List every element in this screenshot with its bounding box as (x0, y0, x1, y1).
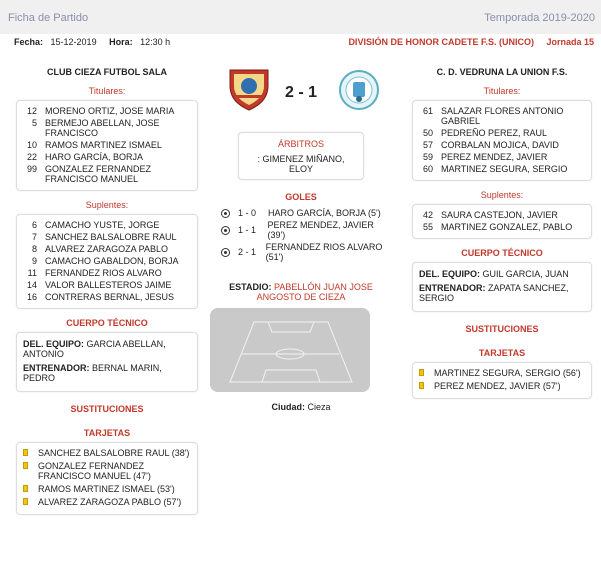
delegado-name: GARCIA ABELLAN, ANTONIO (23, 339, 166, 359)
entrenador-label: ENTRENADOR: (419, 283, 486, 293)
away-entrenador (419, 283, 585, 303)
match-sheet (0, 54, 601, 580)
entrenador-label: ENTRENADOR: (23, 363, 90, 373)
player-row[interactable] (23, 268, 191, 278)
card-row (23, 448, 191, 458)
card-player: GONZALEZ FERNANDEZ FRANCISCO MANUEL (47') (38, 461, 151, 481)
player-row[interactable] (419, 164, 585, 174)
referees-heading: ÁRBITROS (277, 139, 324, 149)
player-name: ALVAREZ ZARAGOZA PABLO (45, 244, 169, 254)
card-player: PEREZ MENDEZ, JAVIER (57') (434, 381, 561, 391)
goals-heading: GOLES (285, 192, 317, 202)
home-suplentes-heading: Suplentes: (85, 200, 129, 210)
away-suplentes-list (412, 204, 592, 239)
goal-scorer: HARO GARCÍA, BORJA (5') (268, 208, 381, 218)
yellow-card-icon (23, 449, 28, 456)
player-name: SAURA CASTEJON, JAVIER (441, 210, 558, 220)
player-row[interactable] (419, 210, 585, 220)
player-name: MARTINEZ GONZALEZ, PABLO (441, 222, 573, 232)
player-number: 10 (26, 140, 37, 150)
stadium-name[interactable]: PABELLÓN JUAN JOSE ANGOSTO DE CIEZA (256, 282, 373, 302)
page-title: Ficha de Partido (8, 12, 89, 24)
away-delegado (419, 269, 585, 279)
player-number: 57 (422, 140, 433, 150)
away-titulares-heading: Titulares: (483, 86, 521, 96)
entrenador-name: ZAPATA SANCHEZ, SERGIO (419, 283, 569, 303)
away-sustituciones-heading: SUSTITUCIONES (465, 324, 539, 334)
player-name: PEREZ MENDEZ, JAVIER (441, 152, 548, 162)
away-tarjetas-heading: TARJETAS (478, 348, 526, 358)
referee-name: : GIMENEZ MIÑANO, ELOY (257, 154, 345, 174)
player-number: 99 (26, 164, 37, 174)
time-label: Hora: (109, 37, 133, 47)
player-number: 42 (422, 210, 433, 220)
player-number: 61 (422, 106, 433, 116)
away-suplentes-heading: Suplentes: (480, 190, 524, 200)
player-number: 22 (26, 152, 37, 162)
ball-icon (221, 248, 230, 257)
goal-score: 1 - 1 (238, 225, 257, 235)
yellow-card-icon (419, 382, 424, 389)
player-name: VALOR BALLESTEROS JAIME (45, 280, 172, 290)
player-name: CAMACHO YUSTE, JORGE (45, 220, 160, 230)
city-name: Cieza (307, 402, 331, 412)
player-row[interactable] (23, 280, 191, 290)
player-number: 12 (26, 106, 37, 116)
goal-row (221, 220, 392, 240)
player-name: SANCHEZ BALSALOBRE RAUL (45, 232, 177, 242)
away-team-name[interactable]: C. D. VEDRUNA LA UNION F.S. (436, 67, 568, 77)
player-name: FERNANDEZ RIOS ALVARO (45, 268, 162, 278)
home-entrenador (23, 363, 191, 383)
player-name: CORBALAN MOJICA, DAVID (441, 140, 559, 150)
player-row[interactable] (419, 152, 585, 162)
ball-icon (221, 226, 230, 235)
yellow-card-icon (23, 462, 28, 469)
card-row (23, 461, 191, 481)
goals-list (210, 208, 392, 262)
player-row[interactable] (23, 256, 191, 266)
player-number: 59 (422, 152, 433, 162)
match-center-column (210, 54, 392, 412)
delegado-name: GUIL GARCIA, JUAN (482, 269, 569, 279)
player-number: 11 (27, 268, 37, 278)
city-info (210, 402, 392, 412)
player-row[interactable] (419, 222, 585, 232)
home-tarjetas-heading: TARJETAS (83, 428, 131, 438)
stadium-label: ESTADIO: (229, 282, 272, 292)
entrenador-name: BERNAL MARIN, PEDRO (23, 363, 162, 383)
player-name: CONTRERAS BERNAL, JESUS (45, 292, 175, 302)
player-row[interactable] (23, 292, 191, 302)
home-staff-box (16, 332, 198, 392)
yellow-card-icon (23, 498, 28, 505)
player-row[interactable] (23, 232, 191, 242)
date-time (14, 37, 170, 47)
player-number: 9 (31, 256, 37, 266)
delegado-label: DEL. EQUIPO: (419, 269, 481, 279)
player-number: 8 (31, 244, 37, 254)
yellow-card-icon (419, 369, 424, 376)
home-team-name[interactable]: CLUB CIEZA FUTBOL SALA (47, 67, 167, 77)
player-row[interactable] (419, 128, 585, 138)
referees-box (238, 132, 364, 180)
player-number: 7 (31, 232, 37, 242)
player-row[interactable] (23, 220, 191, 230)
player-name: GONZALEZ FERNANDEZ FRANCISCO MANUEL (45, 164, 152, 184)
home-suplentes-list (16, 214, 198, 309)
player-name: SALAZAR FLORES ANTONIO GABRIEL (441, 106, 564, 126)
player-name: PEDREÑO PEREZ, RAUL (441, 128, 548, 138)
player-name: HARO GARCÍA, BORJA (45, 152, 144, 162)
final-score: 2 - 1 (284, 84, 317, 101)
player-name: CAMACHO GABALDON, BORJA (45, 256, 179, 266)
home-cards-list (16, 442, 198, 515)
player-row[interactable] (23, 152, 191, 162)
player-row[interactable] (23, 106, 191, 116)
player-row[interactable] (23, 164, 191, 184)
player-number: 60 (422, 164, 433, 174)
top-bar (0, 0, 601, 34)
competition-info (348, 37, 594, 47)
home-cuerpo-heading: CUERPO TÉCNICO (66, 318, 148, 328)
player-row[interactable] (23, 118, 191, 138)
player-name: RAMOS MARTINEZ ISMAEL (45, 140, 162, 150)
home-sustituciones-heading: SUSTITUCIONES (70, 404, 144, 414)
match-info-bar (0, 34, 601, 54)
goal-score: 1 - 0 (238, 208, 257, 218)
player-name: MARTINEZ SEGURA, SERGIO (441, 164, 568, 174)
player-number: 14 (26, 280, 37, 290)
card-player: RAMOS MARTINEZ ISMAEL (53') (38, 484, 175, 494)
card-row (23, 497, 191, 507)
yellow-card-icon (23, 485, 28, 492)
card-row (419, 368, 585, 378)
stadium-info (210, 282, 392, 302)
date-label: Fecha: (14, 37, 44, 47)
home-titulares-heading: Titulares: (88, 86, 126, 96)
player-number: 55 (422, 222, 433, 232)
goal-row (221, 208, 392, 218)
player-number: 50 (422, 128, 433, 138)
player-row[interactable] (23, 244, 191, 254)
away-crest-icon[interactable] (338, 68, 380, 112)
player-row[interactable] (419, 140, 585, 150)
away-cards-list (412, 362, 592, 399)
delegado-label: DEL. EQUIPO: (23, 339, 85, 349)
player-name: MORENO ORTIZ, JOSE MARIA (45, 106, 175, 116)
goal-score: 2 - 1 (238, 247, 257, 257)
player-number: 5 (31, 118, 37, 128)
ball-icon (221, 209, 230, 218)
away-titulares-list (412, 100, 592, 181)
away-staff-box (412, 262, 592, 312)
home-team-column (16, 54, 198, 515)
city-label: Ciudad: (271, 402, 305, 412)
scoreboard (210, 54, 392, 124)
date-value: 15-12-2019 (50, 37, 97, 47)
player-name: BERMEJO ABELLAN, JOSE FRANCISCO (45, 118, 160, 138)
home-titulares-list (16, 100, 198, 191)
time-value: 12:30 h (140, 37, 171, 47)
division-link[interactable]: DIVISIÓN DE HONOR CADETE F.S. (UNICO) (348, 37, 534, 47)
card-player: MARTINEZ SEGURA, SERGIO (56') (434, 368, 581, 378)
goal-row (221, 242, 392, 262)
card-row (419, 381, 585, 391)
away-cuerpo-heading: CUERPO TÉCNICO (461, 248, 543, 258)
player-number: 6 (31, 220, 37, 230)
player-number: 16 (26, 292, 37, 302)
season-label: Temporada 2019-2020 (484, 12, 595, 24)
player-row[interactable] (23, 140, 191, 150)
card-row (23, 484, 191, 494)
goal-scorer: PEREZ MENDEZ, JAVIER (39') (267, 220, 374, 240)
card-player: SANCHEZ BALSALOBRE RAUL (38') (38, 448, 190, 458)
card-player: ALVAREZ ZARAGOZA PABLO (57') (38, 497, 182, 507)
home-delegado (23, 339, 191, 359)
pitch-image (210, 308, 370, 392)
goal-scorer: FERNANDEZ RIOS ALVARO (51') (265, 242, 383, 262)
jornada-label: Jornada 15 (546, 37, 594, 47)
away-team-column (412, 54, 592, 399)
player-row[interactable] (419, 106, 585, 126)
